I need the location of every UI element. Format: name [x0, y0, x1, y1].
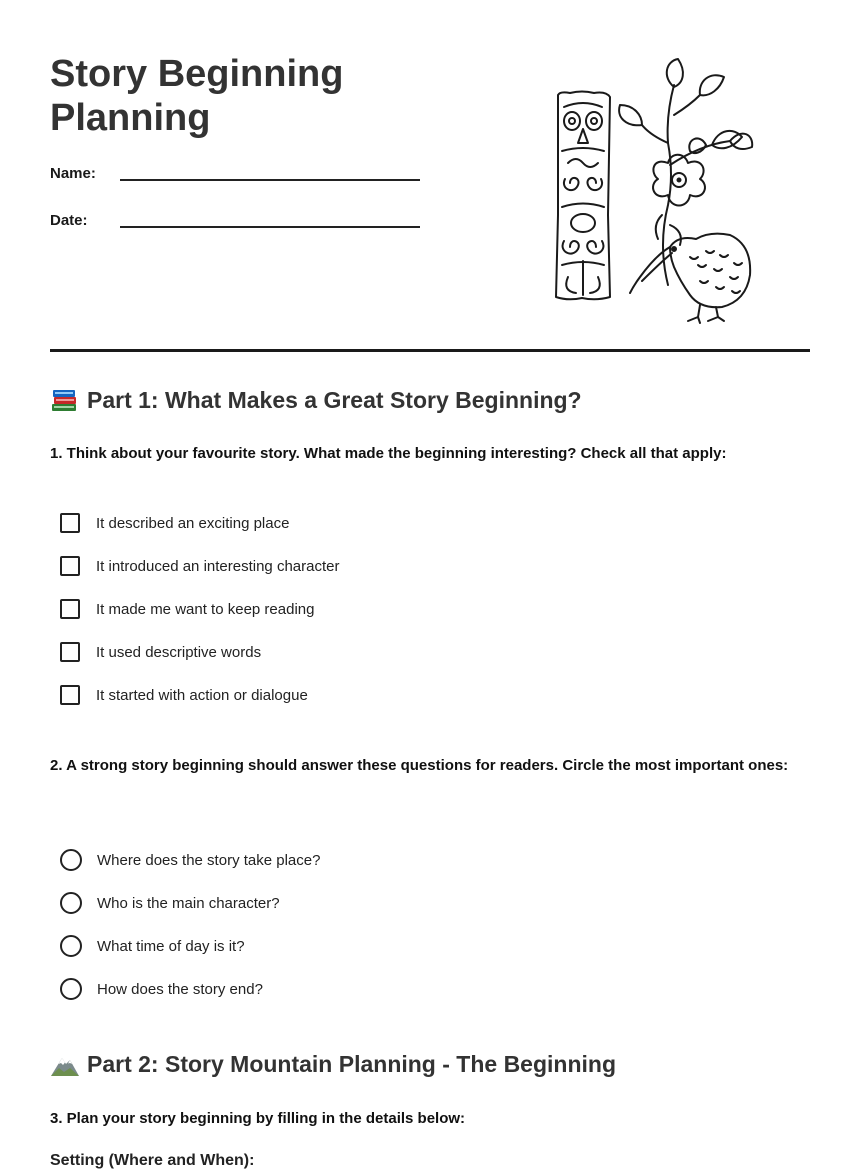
question-3: 3. Plan your story beginning by filling in the details below: [50, 1110, 466, 1127]
mountain-icon [50, 1050, 80, 1078]
q1-option[interactable] [60, 639, 261, 665]
date-field[interactable] [50, 212, 420, 242]
circle-option[interactable] [60, 892, 82, 914]
part2-heading [50, 1050, 616, 1078]
worksheet-header [50, 0, 810, 352]
option-label: Where does the story take place? [97, 851, 321, 869]
q2-option[interactable] [60, 890, 280, 916]
checkbox[interactable] [60, 599, 80, 619]
circle-option[interactable] [60, 978, 82, 1000]
q2-option[interactable] [60, 976, 263, 1002]
title-line-1: Story Beginning [50, 53, 344, 95]
date-label: Date: [50, 212, 88, 229]
circle-option[interactable] [60, 849, 82, 871]
part2-title: Part 2: Story Mountain Planning - The Beginning [87, 1050, 616, 1077]
worksheet-page [50, 0, 810, 1169]
name-label: Name: [50, 165, 96, 182]
question-1: 1. Think about your favourite story. What made the beginning interesting? Check all that apply: [50, 445, 727, 462]
checkbox[interactable] [60, 556, 80, 576]
option-label: Who is the main character? [97, 894, 280, 912]
title-line-2: Planning [50, 97, 211, 139]
option-label: It introduced an interesting character [96, 557, 340, 575]
pou-flower-kiwi-illustration [550, 55, 760, 325]
kiwi-bird-icon [630, 234, 750, 323]
name-writing-line[interactable] [120, 179, 420, 181]
date-writing-line[interactable] [120, 226, 420, 228]
q1-option[interactable] [60, 510, 289, 536]
q2-option[interactable] [60, 933, 245, 959]
option-label: It started with action or dialogue [96, 686, 308, 704]
setting-heading: Setting (Where and When): [50, 1152, 255, 1169]
carved-pou-icon [556, 92, 610, 300]
books-icon [50, 386, 80, 414]
header-divider [50, 349, 810, 352]
option-label: It used descriptive words [96, 643, 262, 661]
checkbox[interactable] [60, 642, 80, 662]
option-label: What time of day is it? [97, 937, 245, 955]
page-title [50, 52, 470, 140]
option-label: How does the story end? [97, 980, 263, 998]
q2-option[interactable] [60, 847, 320, 873]
q1-option[interactable] [60, 682, 308, 708]
q1-option[interactable] [60, 553, 339, 579]
option-label: It described an exciting place [96, 514, 290, 532]
name-field[interactable] [50, 165, 420, 195]
question-2: 2. A strong story beginning should answer these questions for readers. Circle the most important ones: [50, 757, 789, 774]
checkbox[interactable] [60, 513, 80, 533]
option-label: It made me want to keep reading [96, 600, 315, 618]
checkbox[interactable] [60, 685, 80, 705]
q1-option[interactable] [60, 596, 314, 622]
flower-branch-icon [619, 59, 752, 285]
part1-title: Part 1: What Makes a Great Story Beginning? [87, 386, 582, 413]
part1-heading [50, 386, 582, 414]
circle-option[interactable] [60, 935, 82, 957]
